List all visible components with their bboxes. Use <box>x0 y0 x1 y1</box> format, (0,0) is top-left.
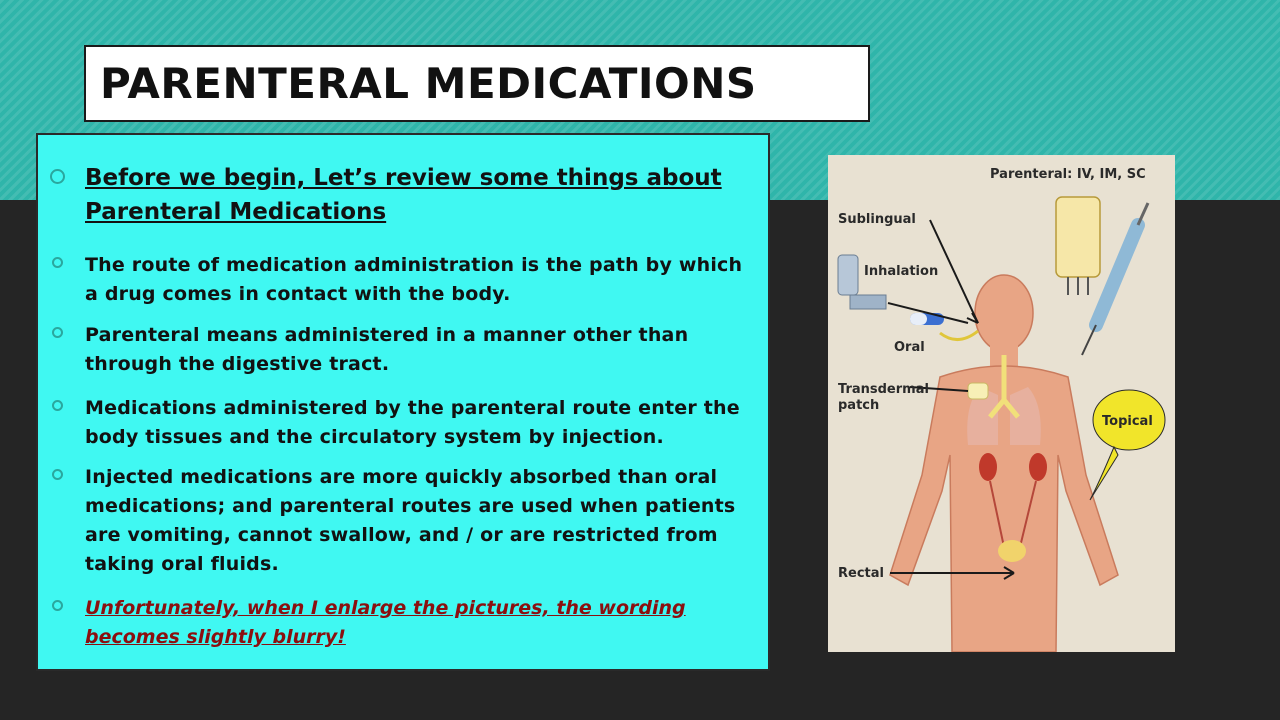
label-patch: patch <box>838 398 880 413</box>
iv-bag-icon <box>1056 197 1100 295</box>
bullet-route-text: The route of medication administration is the path by which a drug comes in contact with the body. <box>85 254 743 305</box>
bullet-circle-icon <box>50 169 65 184</box>
label-oral: Oral <box>894 340 925 355</box>
routes-of-administration-figure <box>828 155 1175 652</box>
routes-illustration <box>828 155 1175 652</box>
bullet-heading-text: Before we begin, Let’s review some things about Parenteral Medications <box>85 165 722 225</box>
bullet-injection-text: Medications administered by the parenteral route enter the body tissues and the circulatory system by injection. <box>85 397 740 448</box>
bullet-parenteral-definition-text: Parenteral means administered in a manner other than through the digestive tract. <box>85 324 689 375</box>
label-parenteral: Parenteral: IV, IM, SC <box>990 167 1146 182</box>
content-box <box>36 133 770 671</box>
topical-bubble <box>1090 390 1165 500</box>
slide-title: PARENTERAL MEDICATIONS <box>100 59 757 108</box>
bullet-circle-icon <box>52 257 63 268</box>
label-topical: Topical <box>1102 414 1153 429</box>
transdermal-patch-icon <box>968 383 988 399</box>
human-body-illustration <box>890 275 1118 652</box>
bullet-note-text: Unfortunately, when I enlarge the pictures, the wording becomes slightly blurry! <box>85 597 686 648</box>
bullet-circle-icon <box>52 600 63 611</box>
label-transdermal: Transdermal <box>838 382 929 397</box>
label-rectal: Rectal <box>838 566 884 581</box>
bullet-absorption-text: Injected medications are more quickly absorbed than oral medications; and parenteral routes are used when patients are vomiting, cannot swallow, and / or are restricted from taking oral fluids. <box>85 466 736 575</box>
bullet-circle-icon <box>52 327 63 338</box>
label-inhalation: Inhalation <box>864 264 939 279</box>
label-sublingual: Sublingual <box>838 212 916 227</box>
oral-arrow <box>940 331 978 340</box>
bullet-circle-icon <box>52 400 63 411</box>
bullet-circle-icon <box>52 469 63 480</box>
title-box <box>84 45 870 122</box>
